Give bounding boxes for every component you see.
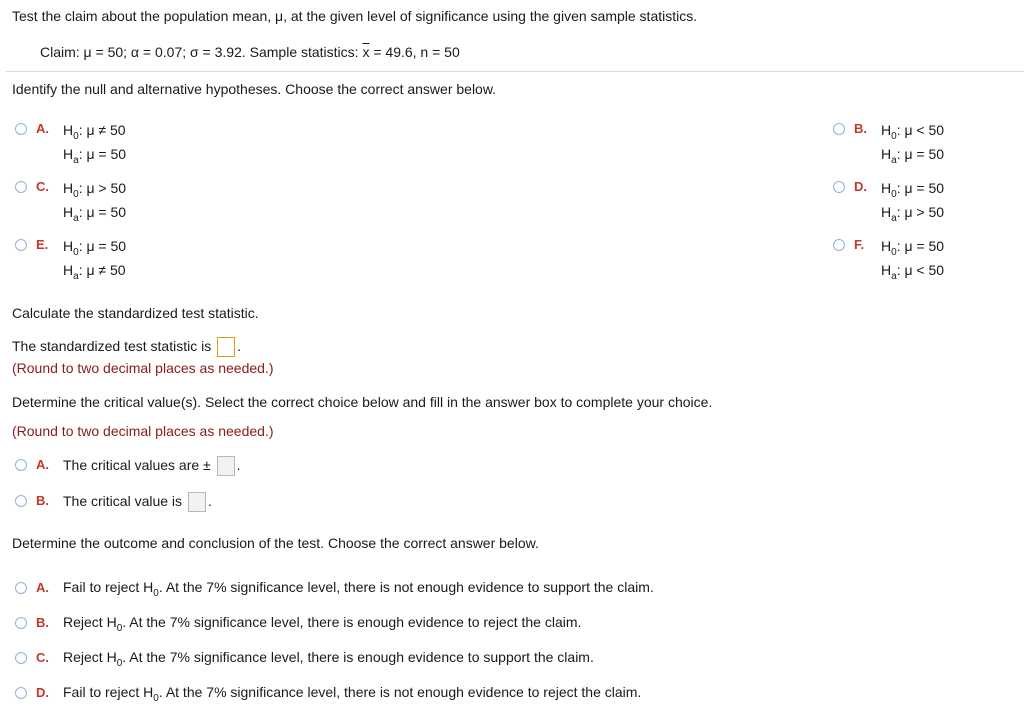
hypothesis-pair: [881, 179, 944, 227]
hypothesis-pair: [881, 237, 944, 285]
ha-subscript: a: [73, 155, 79, 166]
conclusion-text: [63, 684, 642, 704]
rounding-note: (Round to two decimal places as needed.): [12, 423, 274, 439]
radio-button[interactable]: [15, 652, 27, 664]
rounding-note: (Round to two decimal places as needed.): [12, 360, 274, 376]
critical-value-prompt: Determine the critical value(s). Select the correct choice below and fill in the answer box to complete your choice.: [12, 394, 713, 410]
hypothesis-pair: [63, 237, 126, 285]
period: .: [236, 457, 241, 473]
sample-mean-symbol: $\overline{x}$: [362, 44, 370, 60]
critical-value-label: The critical value is: [63, 493, 183, 509]
claim-suffix: = 49.6, n = 50: [369, 44, 460, 60]
null-hypothesis: : μ ≠ 50: [78, 122, 126, 138]
null-hypothesis: : μ = 50: [896, 180, 945, 196]
test-statistic-prompt: Calculate the standardized test statistic.: [12, 305, 259, 321]
ha-subscript: a: [891, 271, 897, 282]
conclusion-text: [63, 649, 594, 669]
h-symbol: H: [63, 180, 74, 196]
conclusion: . At the 7% significance level, there is enough evidence to support the claim.: [122, 649, 594, 665]
radio-button[interactable]: [833, 123, 845, 135]
null-hypothesis: : μ < 50: [896, 122, 945, 138]
option-letter: D.: [854, 179, 867, 194]
divider: [6, 71, 1024, 72]
conclusion-text: [63, 614, 582, 634]
hypotheses-prompt: Identify the null and alternative hypotheses. Choose the correct answer below.: [12, 81, 497, 97]
radio-button[interactable]: [15, 123, 27, 135]
critical-values-label: The critical values are ±: [63, 457, 211, 473]
h-symbol: H: [881, 204, 892, 220]
conclusion: . At the 7% significance level, there is not enough evidence to reject the claim.: [158, 684, 642, 700]
conclusion-prompt: Determine the outcome and conclusion of the test. Choose the correct answer below.: [12, 535, 539, 551]
h-symbol: H: [63, 122, 74, 138]
option-letter: C.: [36, 179, 49, 194]
alternative-hypothesis: : μ < 50: [896, 262, 945, 278]
h-symbol: H: [63, 204, 74, 220]
null-hypothesis: : μ = 50: [78, 238, 127, 254]
conclusion-text: [63, 579, 654, 599]
ha-subscript: a: [891, 155, 897, 166]
null-hypothesis: : μ > 50: [78, 180, 127, 196]
question-instruction: Test the claim about the population mean, μ, at the given level of significance using the given sample statistics.: [12, 8, 698, 24]
h0-subscript: 0: [153, 588, 159, 599]
option-letter: B.: [854, 121, 867, 136]
option-letter: A.: [36, 121, 49, 136]
alternative-hypothesis: : μ = 50: [896, 146, 945, 162]
option-letter: A.: [36, 457, 49, 472]
critical-option-text: [63, 454, 241, 476]
radio-button[interactable]: [833, 181, 845, 193]
h0-subscript: 0: [891, 247, 897, 258]
h-symbol: H: [881, 146, 892, 162]
radio-button[interactable]: [15, 582, 27, 594]
option-letter: B.: [36, 493, 49, 508]
period: .: [237, 338, 241, 354]
decision: Reject H: [63, 614, 117, 630]
ha-subscript: a: [891, 213, 897, 224]
conclusion: . At the 7% significance level, there is not enough evidence to support the claim.: [158, 579, 654, 595]
h-symbol: H: [63, 238, 74, 254]
test-statistic-line: [12, 336, 241, 357]
h0-subscript: 0: [891, 189, 897, 200]
test-statistic-label: The standardized test statistic is: [12, 338, 212, 354]
option-letter: D.: [36, 685, 49, 700]
radio-button[interactable]: [15, 239, 27, 251]
radio-button[interactable]: [15, 617, 27, 629]
h0-subscript: 0: [891, 131, 897, 142]
h-symbol: H: [881, 122, 892, 138]
ha-subscript: a: [73, 213, 79, 224]
option-letter: B.: [36, 615, 49, 630]
decision: Fail to reject H: [63, 579, 154, 595]
alternative-hypothesis: : μ = 50: [78, 204, 127, 220]
ha-subscript: a: [73, 271, 79, 282]
h0-subscript: 0: [73, 189, 79, 200]
period: .: [207, 493, 212, 509]
hypothesis-pair: [63, 179, 126, 227]
hypothesis-pair: [63, 121, 126, 169]
option-letter: F.: [854, 237, 865, 252]
h-symbol: H: [63, 262, 74, 278]
test-statistic-answer-box[interactable]: [217, 337, 235, 357]
alternative-hypothesis: : μ = 50: [78, 146, 127, 162]
radio-button[interactable]: [15, 687, 27, 699]
option-letter: E.: [36, 237, 49, 252]
critical-values-answer-box[interactable]: [217, 456, 235, 476]
critical-value-answer-box[interactable]: [188, 492, 206, 512]
alternative-hypothesis: : μ ≠ 50: [78, 262, 126, 278]
claim-prefix: Claim: μ = 50; α = 0.07; σ = 3.92. Sample statistics:: [40, 44, 363, 60]
decision: Fail to reject H: [63, 684, 154, 700]
h-symbol: H: [881, 238, 892, 254]
h0-subscript: 0: [116, 658, 123, 669]
conclusion: . At the 7% significance level, there is enough evidence to reject the claim.: [122, 614, 582, 630]
decision: Reject H: [63, 649, 117, 665]
alternative-hypothesis: : μ > 50: [896, 204, 945, 220]
h-symbol: H: [881, 180, 892, 196]
claim-line: [40, 44, 460, 60]
critical-option-text: [63, 490, 212, 512]
radio-button[interactable]: [15, 459, 27, 471]
radio-button[interactable]: [15, 495, 27, 507]
radio-button[interactable]: [833, 239, 845, 251]
option-letter: C.: [36, 650, 49, 665]
hypothesis-pair: [881, 121, 944, 169]
option-letter: A.: [36, 580, 49, 595]
h0-subscript: 0: [73, 131, 79, 142]
radio-button[interactable]: [15, 181, 27, 193]
null-hypothesis: : μ = 50: [896, 238, 945, 254]
h0-subscript: 0: [116, 623, 123, 634]
h0-subscript: 0: [73, 247, 79, 258]
h0-subscript: 0: [153, 693, 159, 704]
h-symbol: H: [63, 146, 74, 162]
h-symbol: H: [881, 262, 892, 278]
